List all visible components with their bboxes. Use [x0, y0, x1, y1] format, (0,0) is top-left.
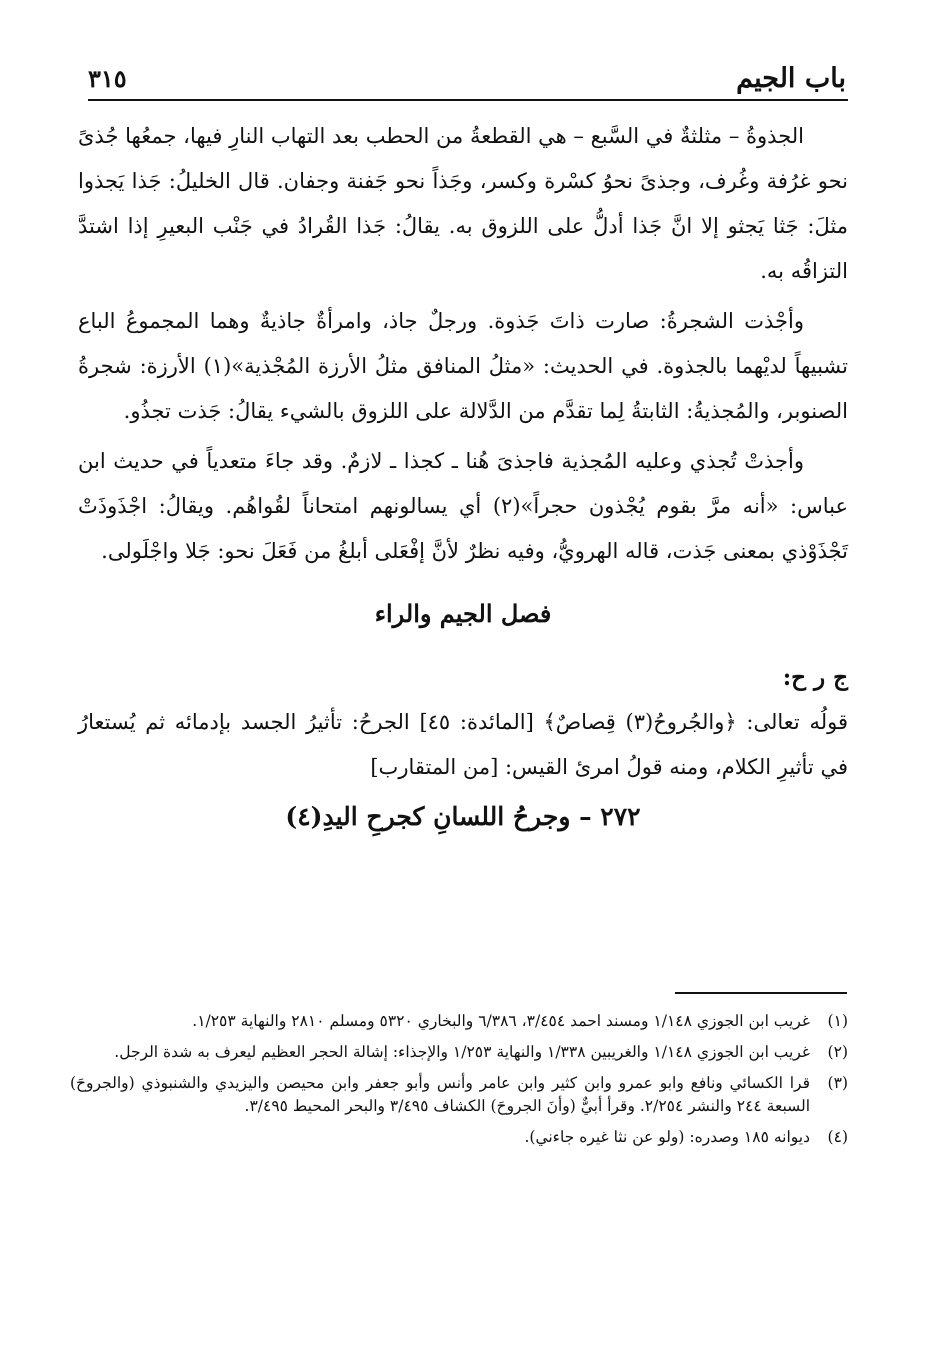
footnote-text: قرا الكسائي ونافع وابو عمرو وابن كثير وابن عامر وأنس وأبو جعفر وابن محيصن واليزيدي والشنبوذي (والجروحَ) السبعة ٢٤٤ والنشر ٢/٢٥٤. وقرأ أبيٌّ (وأنَ الجروحَ) الكشاف ٣/٤٩٥ والبحر المحيط ٣/٤٩٥.: [70, 1074, 810, 1115]
footnote-rule: [675, 992, 847, 994]
main-text: [78, 114, 848, 839]
poetry-verse: ٢٧٢ – وجرحُ اللسانِ كجرحِ اليدِ(٤): [285, 802, 641, 831]
footnote-text: غريب ابن الجوزي ١/١٤٨ والغريبين ١/٣٣٨ والنهاية ١/٢٥٣ والإجذاء: إشالة الحجر العظيم ليعرف به شدة الرجل.: [114, 1043, 810, 1061]
chapter-title: باب الجيم: [736, 63, 846, 94]
footnotes: [70, 1010, 848, 1157]
header-rule: [88, 99, 848, 101]
footnote: [70, 1126, 848, 1149]
footnote-number: (٢): [827, 1043, 848, 1061]
footnote-number: (٣): [827, 1074, 848, 1092]
section-heading: فصل الجيم والراء: [374, 599, 552, 628]
paragraph-jadhwa: الجذوةُ – مثلثةٌ في السَّبع – هي القطعةُ من الحطب بعد التهاب النارِ فيها، جمعُها جُذىً نحو غرُفة وغُرف، وجذىً نحوُ كسْرة وكسر، وجَذاً نحو جَفنة وجفان. قال الخليلُ: جَذا يَجذوا مثلَ: جَثا يَجثو إلا انَّ جَذا أدلُّ على اللزوق به. يقالُ: جَذا القُرادُ في جَنْب البعيرِ إذا اشتدَّ التزاقُه به.: [78, 124, 848, 283]
paragraph-jarh: قولُه تعالى: ﴿والجُروحُ(٣) قِصاصٌ﴾ [المائدة: ٤٥] الجرحُ: تأثيرُ الجسد بإدمائه ثم يُستعارُ في تأثيرِ الكلام، ومنه قولُ امرئ القيس: [من المتقارب]: [78, 710, 848, 779]
footnote-text: ديوانه ١٨٥ وصدره: (ولو عن نثا غيره جاءني).: [524, 1128, 810, 1146]
footnote: [70, 1072, 848, 1118]
footnote-number: (١): [827, 1012, 848, 1030]
paragraph-ajdhat-tujdhi: وأجذتْ تُجذي وعليه المُجذية فاجذىَ هُنا ـ كجذا ـ لازمٌ. وقد جاءَ متعدياً في حديث ابن عباس: «أنه مرَّ بقوم يُجْذون حجراً»(٢) أي يسالونهم امتحاناً لقُواهُم. ويقالُ: اجْذَوذَتْ تَجْذَوْذي بمعنى جَذت، قاله الهرويُّ، وفيه نظرٌ لأنَّ إفْعَلى أبلغُ من فَعَلَ نحو: جَلا واجْلَولى.: [78, 449, 849, 563]
footnote-text: غريب ابن الجوزي ١/١٤٨ ومسند احمد ٣/٤٥٤، ٦/٣٨٦ والبخاري ٥٣٢٠ ومسلم ٢٨١٠ والنهاية ١/٢٥٣.: [192, 1012, 810, 1030]
paragraph-ajdhat: وأجْذت الشجرةُ: صارت ذاتَ جَذوة. ورجلٌ جاذ، وامرأةٌ جاذيةٌ وهما المجموعُ الباع تشبيهاً لديْهما بالجذوة. في الحديث: «مثلُ المنافق مثلُ الأرزة المُجْذية»(١) الأرزة: شجرةُ الصنوبر، والمُجذيةُ: الثابتةُ لِما تقدَّم من الدَّلالة على اللزوق بالشيء يقالُ: جَذت تجذُو.: [78, 309, 848, 423]
footnote: [70, 1010, 848, 1033]
page-number: ٣١٥: [88, 64, 127, 93]
page-header: [88, 55, 846, 97]
footnote-number: (٤): [827, 1128, 848, 1146]
root-label: ج ر ح:: [782, 664, 848, 691]
footnote: [70, 1041, 848, 1064]
